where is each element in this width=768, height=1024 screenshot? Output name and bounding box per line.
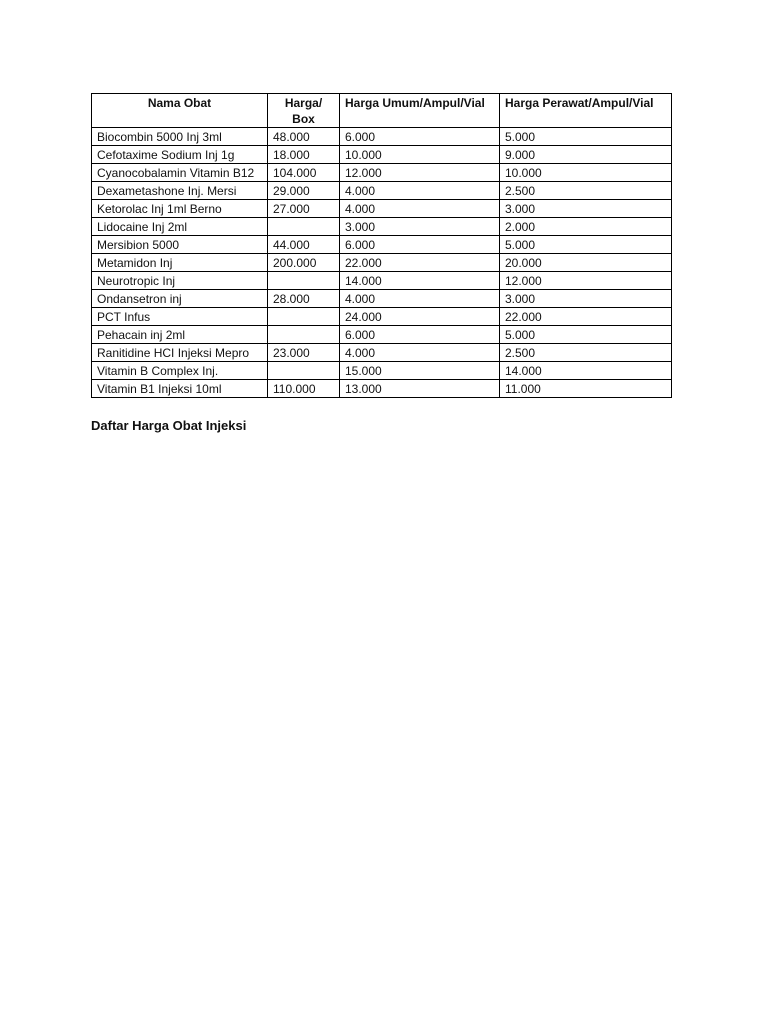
- table-row: [92, 362, 672, 380]
- cell-harga-box: 29.000: [268, 182, 340, 200]
- cell-harga-box: 18.000: [268, 146, 340, 164]
- cell-harga-box: [268, 308, 340, 326]
- table-header-row: [92, 94, 672, 128]
- cell-harga-umum: 6.000: [340, 128, 500, 146]
- header-harga-box-line2: Box: [292, 112, 315, 126]
- cell-harga-perawat: 2.500: [500, 182, 672, 200]
- cell-harga-box: 27.000: [268, 200, 340, 218]
- table-row: [92, 254, 672, 272]
- cell-harga-umum: 22.000: [340, 254, 500, 272]
- cell-harga-perawat: 5.000: [500, 236, 672, 254]
- cell-harga-box: 48.000: [268, 128, 340, 146]
- cell-harga-perawat: 5.000: [500, 326, 672, 344]
- cell-harga-box: 44.000: [268, 236, 340, 254]
- table-row: [92, 380, 672, 398]
- header-harga-box: [268, 94, 340, 128]
- cell-harga-perawat: 11.000: [500, 380, 672, 398]
- cell-harga-umum: 4.000: [340, 344, 500, 362]
- document-caption: Daftar Harga Obat Injeksi: [91, 418, 247, 433]
- cell-harga-perawat: 9.000: [500, 146, 672, 164]
- cell-harga-box: 200.000: [268, 254, 340, 272]
- table-row: [92, 236, 672, 254]
- cell-harga-umum: 24.000: [340, 308, 500, 326]
- cell-harga-umum: 10.000: [340, 146, 500, 164]
- table-row: [92, 128, 672, 146]
- cell-harga-umum: 14.000: [340, 272, 500, 290]
- cell-nama-obat: Cefotaxime Sodium Inj 1g: [92, 146, 268, 164]
- cell-harga-umum: 6.000: [340, 236, 500, 254]
- cell-harga-umum: 3.000: [340, 218, 500, 236]
- cell-harga-umum: 12.000: [340, 164, 500, 182]
- cell-nama-obat: Cyanocobalamin Vitamin B12: [92, 164, 268, 182]
- table-row: [92, 182, 672, 200]
- cell-harga-box: 28.000: [268, 290, 340, 308]
- cell-nama-obat: Mersibion 5000: [92, 236, 268, 254]
- header-harga-box-line1: Harga/: [284, 96, 323, 110]
- cell-nama-obat: PCT Infus: [92, 308, 268, 326]
- cell-harga-umum: 4.000: [340, 290, 500, 308]
- cell-harga-box: [268, 218, 340, 236]
- cell-harga-box: [268, 362, 340, 380]
- cell-nama-obat: Neurotropic Inj: [92, 272, 268, 290]
- cell-harga-box: [268, 272, 340, 290]
- cell-nama-obat: Biocombin 5000 Inj 3ml: [92, 128, 268, 146]
- cell-nama-obat: Lidocaine Inj 2ml: [92, 218, 268, 236]
- table-row: [92, 272, 672, 290]
- table-row: [92, 146, 672, 164]
- cell-harga-box: [268, 326, 340, 344]
- cell-harga-umum: 6.000: [340, 326, 500, 344]
- cell-harga-perawat: 22.000: [500, 308, 672, 326]
- drug-price-table: [91, 93, 672, 398]
- header-nama-obat: Nama Obat: [92, 94, 268, 128]
- cell-nama-obat: Vitamin B Complex Inj.: [92, 362, 268, 380]
- cell-harga-perawat: 3.000: [500, 290, 672, 308]
- table-row: [92, 344, 672, 362]
- table-body: [92, 128, 672, 398]
- cell-harga-perawat: 12.000: [500, 272, 672, 290]
- table-row: [92, 218, 672, 236]
- header-harga-umum: Harga Umum/Ampul/Vial: [340, 94, 500, 128]
- cell-harga-box: 23.000: [268, 344, 340, 362]
- table-row: [92, 200, 672, 218]
- cell-harga-umum: 4.000: [340, 182, 500, 200]
- cell-nama-obat: Metamidon Inj: [92, 254, 268, 272]
- cell-harga-umum: 13.000: [340, 380, 500, 398]
- cell-nama-obat: Ketorolac Inj 1ml Berno: [92, 200, 268, 218]
- table-row: [92, 326, 672, 344]
- cell-harga-perawat: 2.500: [500, 344, 672, 362]
- cell-harga-box: 110.000: [268, 380, 340, 398]
- cell-harga-umum: 15.000: [340, 362, 500, 380]
- cell-nama-obat: Dexametashone Inj. Mersi: [92, 182, 268, 200]
- cell-harga-perawat: 2.000: [500, 218, 672, 236]
- cell-harga-perawat: 3.000: [500, 200, 672, 218]
- cell-harga-perawat: 10.000: [500, 164, 672, 182]
- table-row: [92, 290, 672, 308]
- table-row: [92, 164, 672, 182]
- cell-harga-perawat: 20.000: [500, 254, 672, 272]
- cell-harga-box: 104.000: [268, 164, 340, 182]
- cell-nama-obat: Ondansetron inj: [92, 290, 268, 308]
- table-row: [92, 308, 672, 326]
- cell-harga-umum: 4.000: [340, 200, 500, 218]
- cell-harga-perawat: 5.000: [500, 128, 672, 146]
- cell-harga-perawat: 14.000: [500, 362, 672, 380]
- cell-nama-obat: Pehacain inj 2ml: [92, 326, 268, 344]
- cell-nama-obat: Ranitidine HCI Injeksi Mepro: [92, 344, 268, 362]
- header-harga-perawat: Harga Perawat/Ampul/Vial: [500, 94, 672, 128]
- cell-nama-obat: Vitamin B1 Injeksi 10ml: [92, 380, 268, 398]
